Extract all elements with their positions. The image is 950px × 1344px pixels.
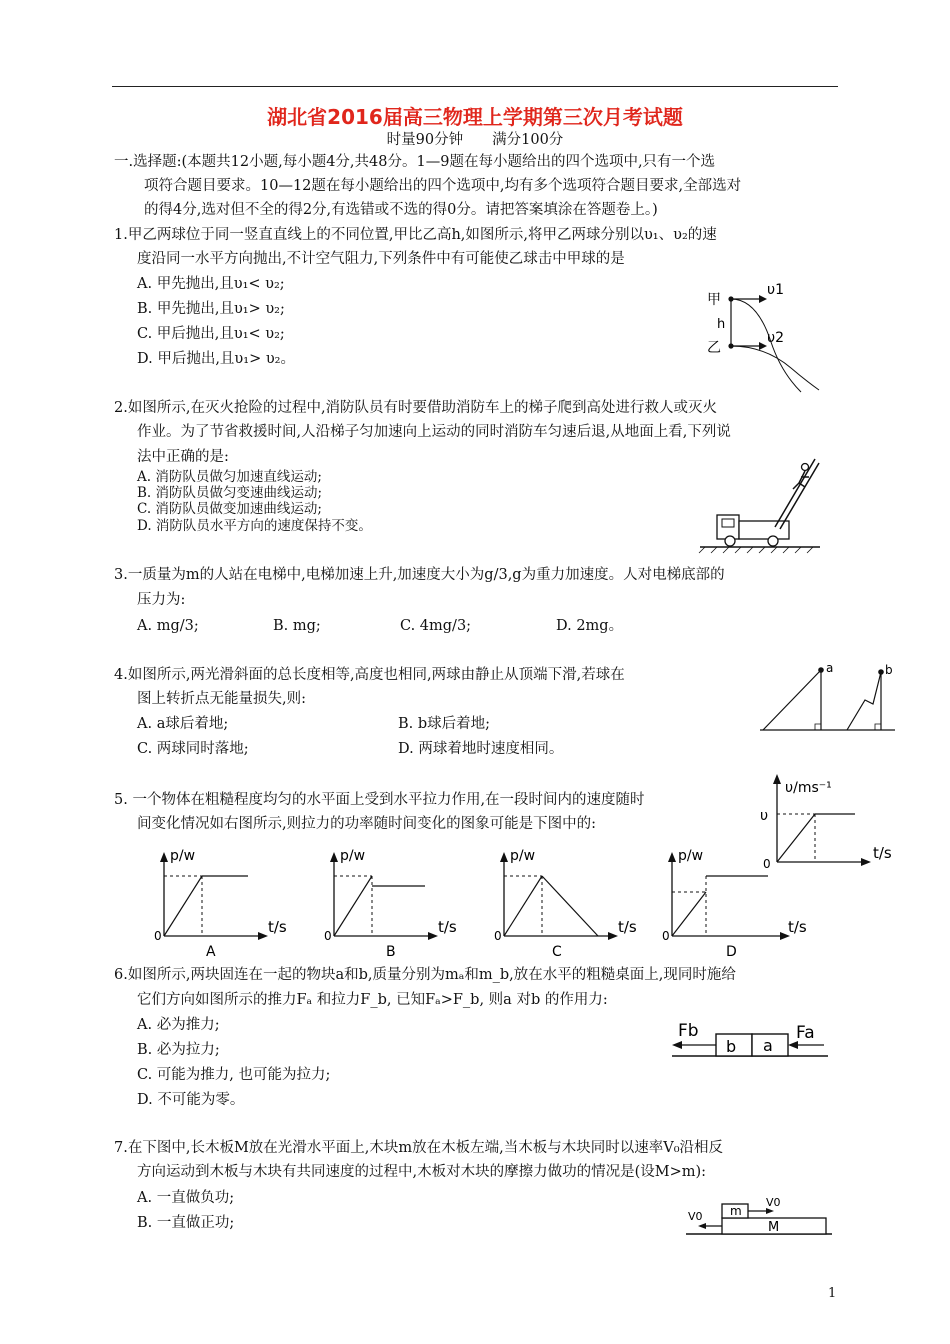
- q5-vt-ylabel: υ/ms⁻¹: [785, 780, 832, 796]
- q1-fig-label-jia: 甲: [707, 292, 721, 308]
- header-rule: [112, 86, 838, 87]
- q2-option-b: B. 消防队员做匀变速曲线运动;: [137, 485, 323, 501]
- q6-option-b: B. 必为拉力;: [137, 1042, 220, 1058]
- q5-graph-a-caption: A: [206, 944, 216, 960]
- q6-option-c: C. 可能为推力, 也可能为拉力;: [137, 1067, 331, 1083]
- q3-option-b: B. mg;: [273, 618, 321, 634]
- q1-fig-label-yi: 乙: [707, 340, 721, 356]
- q5-graph-a-origin: 0: [154, 929, 162, 943]
- q2-option-a: A. 消防队员做匀加速直线运动;: [137, 469, 322, 485]
- q5-graph-b-ylabel: p/w: [340, 848, 366, 864]
- q4-stem-line1: 4.如图所示,两光滑斜面的总长度相等,高度也相同,两球由静止从顶端下滑,若球在: [114, 667, 625, 683]
- q5-graph-b-origin: 0: [324, 929, 332, 943]
- q5-graph-d-xlabel: t/s: [788, 918, 807, 936]
- q4-option-d: D. 两球着地时速度相同。: [398, 741, 564, 757]
- q4-option-c: C. 两球同时落地;: [137, 741, 249, 757]
- q4-stem-line2: 图上转折点无能量损失,则:: [137, 691, 306, 707]
- q4-fig-label-a: a: [826, 661, 834, 675]
- q3-option-c: C. 4mg/3;: [400, 618, 472, 634]
- q5-power-graphs: [150, 840, 830, 965]
- q5-graph-b-caption: B: [386, 944, 396, 960]
- q1-fig-label-v2: υ2: [767, 330, 785, 346]
- q5-graph-a-ylabel: p/w: [170, 848, 196, 864]
- q1-option-d: D. 甲后抛出,且υ₁> υ₂。: [137, 351, 295, 367]
- section-intro-line2: 项符合题目要求。10—12题在每小题给出的四个选项中,均有多个选项符合题目要求,全部选对: [144, 178, 742, 194]
- q5-vt-xlabel: t/s: [873, 844, 892, 862]
- page-number: 1: [828, 1286, 837, 1301]
- q3-option-d: D. 2mg。: [556, 618, 624, 634]
- q7-board-figure: [686, 1196, 836, 1244]
- q5-graph-b: [324, 848, 457, 960]
- q1-fig-label-h: h: [717, 317, 726, 332]
- q7-fig-label-M: M: [768, 1220, 780, 1235]
- q6-fig-label-b: b: [726, 1037, 737, 1056]
- q5-graph-d-ylabel: p/w: [678, 848, 704, 864]
- q4-fig-label-b: b: [885, 663, 893, 677]
- q6-fig-label-a: a: [763, 1036, 773, 1055]
- q7-fig-label-v0-left: V0: [688, 1210, 703, 1223]
- q5-graph-c: [494, 848, 637, 960]
- q5-graph-c-caption: C: [552, 944, 562, 960]
- q5-graph-a: [154, 848, 287, 960]
- q6-stem-line2: 它们方向如图所示的推力Fₐ 和拉力F_b, 已知Fₐ>F_b, 则a 对b 的作用力:: [137, 992, 608, 1008]
- q7-stem-line1: 7.在下图中,长木板M放在光滑水平面上,木块m放在木板左端,当木板与木块同时以速率V₀沿相反: [114, 1140, 724, 1156]
- section-intro-line3: 的得4分,选对但不全的得2分,有选错或不选的得0分。请把答案填涂在答题卷上。): [144, 202, 658, 218]
- q2-fire-truck-figure: [695, 455, 825, 555]
- q2-option-d: D. 消防队员水平方向的速度保持不变。: [137, 518, 372, 534]
- q6-fig-label-fa: Fa: [796, 1023, 815, 1043]
- q5-graph-d-caption: D: [726, 944, 737, 960]
- page-title: 湖北省2016届高三物理上学期第三次月考试题: [267, 105, 683, 129]
- q1-option-b: B. 甲先抛出,且υ₁> υ₂;: [137, 301, 285, 317]
- q7-stem-line2: 方向运动到木板与木块有共同速度的过程中,木板对木块的摩擦力做功的情况是(设M>m):: [137, 1164, 707, 1180]
- q2-option-c: C. 消防队员做变加速曲线运动;: [137, 501, 322, 517]
- q5-graph-c-xlabel: t/s: [618, 918, 637, 936]
- q2-stem-line2: 作业。为了节省救援时间,人沿梯子匀加速向上运动的同时消防车匀速后退,从地面上看,下列说: [137, 424, 731, 440]
- q5-graph-c-ylabel: p/w: [510, 848, 536, 864]
- page-subtitle: 时量90分钟 满分100分: [386, 132, 564, 148]
- q1-stem-line2: 度沿同一水平方向抛出,不计空气阻力,下列条件中有可能使乙球击中甲球的是: [137, 251, 625, 267]
- q7-fig-label-m: m: [730, 1204, 742, 1218]
- q4-option-b: B. b球后着地;: [398, 716, 491, 732]
- q7-option-a: A. 一直做负功;: [137, 1190, 235, 1206]
- q5-vt-origin: 0: [763, 857, 771, 871]
- q1-fig-label-v1: υ1: [767, 282, 785, 298]
- q5-stem-line2: 间变化情况如右图所示,则拉力的功率随时间变化的图象可能是下图中的:: [137, 816, 596, 832]
- q1-option-a: A. 甲先抛出,且υ₁< υ₂;: [137, 276, 285, 292]
- q5-graph-d: [662, 848, 807, 960]
- q6-option-d: D. 不可能为零。: [137, 1092, 245, 1108]
- q1-option-c: C. 甲后抛出,且υ₁< υ₂;: [137, 326, 285, 342]
- q3-stem-line2: 压力为:: [137, 592, 186, 608]
- q7-option-b: B. 一直做正功;: [137, 1215, 235, 1231]
- q1-projectile-figure: [695, 280, 835, 395]
- q2-stem-line3: 法中正确的是:: [137, 449, 229, 465]
- q5-graph-d-origin: 0: [662, 929, 670, 943]
- q6-option-a: A. 必为推力;: [137, 1017, 220, 1033]
- q2-stem-line1: 2.如图所示,在灭火抢险的过程中,消防队员有时要借助消防车上的梯子爬到高处进行救人或灭火: [114, 400, 718, 416]
- q6-blocks-figure: [668, 1014, 840, 1062]
- q5-graph-c-origin: 0: [494, 929, 502, 943]
- q3-stem-line1: 3.一质量为m的人站在电梯中,电梯加速上升,加速度大小为g/3,g为重力加速度。人对电梯底部的: [114, 567, 725, 583]
- q7-fig-label-v0-top: V0: [766, 1196, 781, 1209]
- q3-option-a: A. mg/3;: [137, 618, 199, 634]
- section-intro-line1: 一.选择题:(本题共12小题,每小题4分,共48分。1—9题在每小题给出的四个选项中,只有一个选: [114, 154, 716, 170]
- q5-graph-b-xlabel: t/s: [438, 918, 457, 936]
- q1-stem-line1: 1.甲乙两球位于同一竖直直线上的不同位置,甲比乙高h,如图所示,将甲乙两球分别以υ₁、υ₂的速: [114, 227, 717, 243]
- q4-option-a: A. a球后着地;: [137, 716, 229, 732]
- q4-slopes-figure: [755, 660, 900, 736]
- q5-vt-vmark: υ: [760, 808, 769, 824]
- q5-graph-a-xlabel: t/s: [268, 918, 287, 936]
- q5-stem-line1: 5. 一个物体在粗糙程度均匀的水平面上受到水平拉力作用,在一段时间内的速度随时: [114, 792, 645, 808]
- q6-stem-line1: 6.如图所示,两块固连在一起的物块a和b,质量分别为mₐ和m_b,放在水平的粗糙桌面上,现同时施给: [114, 967, 736, 983]
- q6-fig-label-fb: Fb: [678, 1021, 699, 1041]
